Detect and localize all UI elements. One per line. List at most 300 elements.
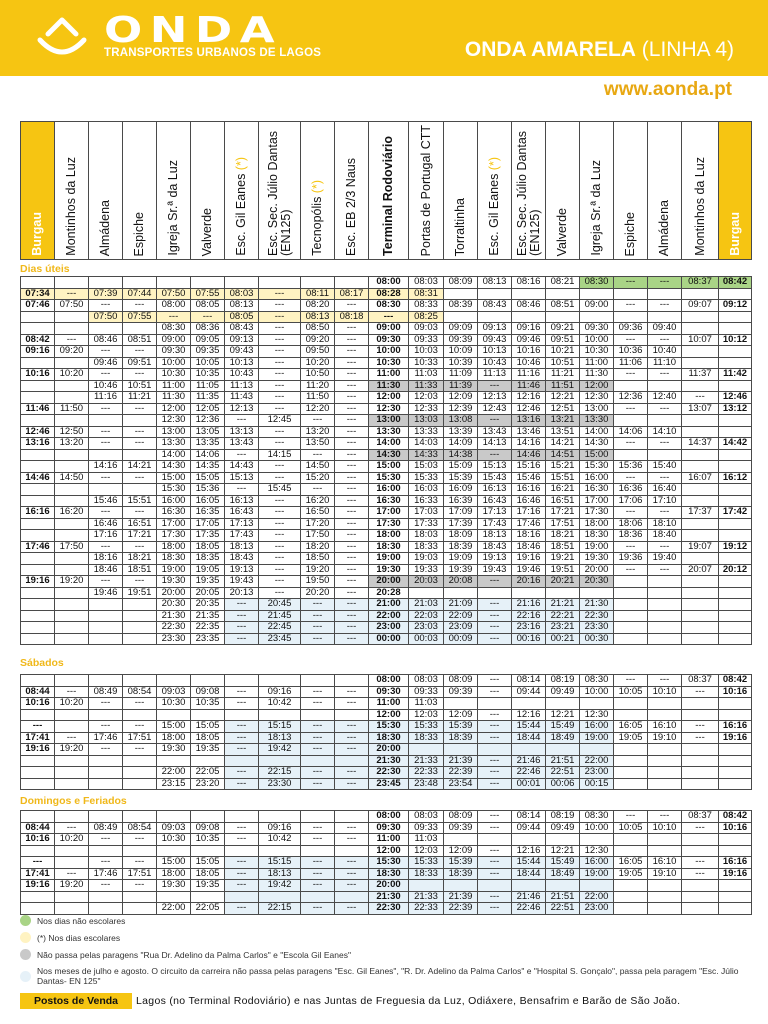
time-cell xyxy=(89,599,123,611)
time-cell: --- xyxy=(225,484,259,496)
time-cell: 19:10 xyxy=(648,868,682,880)
table-row xyxy=(21,288,752,300)
time-cell: 08:00 xyxy=(369,277,409,289)
time-cell: 10:05 xyxy=(614,822,648,834)
school-days-mark: (*) xyxy=(310,180,324,194)
time-cell: 17:30 xyxy=(369,518,409,530)
time-cell: 15:05 xyxy=(191,721,225,733)
time-cell xyxy=(614,845,648,857)
time-cell: 10:16 xyxy=(512,346,546,358)
time-cell xyxy=(478,311,512,323)
time-cell xyxy=(444,880,478,892)
time-cell: 21:46 xyxy=(512,755,546,767)
time-cell xyxy=(55,903,89,915)
time-cell: 19:40 xyxy=(648,553,682,565)
time-cell: --- xyxy=(301,622,335,634)
time-cell: 13:13 xyxy=(225,426,259,438)
time-cell: 18:05 xyxy=(191,868,225,880)
time-cell xyxy=(21,610,55,622)
time-cell: 15:44 xyxy=(512,721,546,733)
time-cell: 13:16 xyxy=(21,438,55,450)
time-cell: --- xyxy=(335,518,369,530)
time-cell: 16:35 xyxy=(191,507,225,519)
time-cell xyxy=(682,495,719,507)
saturday-timetable xyxy=(20,674,752,790)
time-cell: 09:20 xyxy=(55,346,89,358)
time-cell: 10:00 xyxy=(157,357,191,369)
time-cell: --- xyxy=(259,438,301,450)
time-cell: 08:30 xyxy=(157,323,191,335)
time-cell: 18:44 xyxy=(512,732,546,744)
time-cell xyxy=(648,633,682,645)
time-cell: --- xyxy=(259,311,301,323)
time-cell: 09:08 xyxy=(191,822,225,834)
time-cell: --- xyxy=(225,698,259,710)
time-cell xyxy=(157,811,191,823)
time-cell xyxy=(648,610,682,622)
table-row xyxy=(21,903,752,915)
time-cell: 22:30 xyxy=(369,903,409,915)
time-cell: 22:16 xyxy=(512,610,546,622)
time-cell: 19:30 xyxy=(157,744,191,756)
time-cell: 15:33 xyxy=(409,857,444,869)
time-cell: 10:13 xyxy=(478,346,512,358)
time-cell: 18:21 xyxy=(546,530,580,542)
time-cell: 08:43 xyxy=(478,300,512,312)
time-cell: --- xyxy=(225,834,259,846)
time-cell xyxy=(682,357,719,369)
time-cell: 10:10 xyxy=(648,686,682,698)
time-cell: 08:19 xyxy=(546,675,580,687)
table-row xyxy=(21,541,752,553)
time-cell: 17:51 xyxy=(123,732,157,744)
time-cell: --- xyxy=(478,610,512,622)
time-cell xyxy=(89,767,123,779)
legend-swatch-icon xyxy=(20,971,31,982)
time-cell: --- xyxy=(89,346,123,358)
time-cell: 19:20 xyxy=(55,576,89,588)
time-cell xyxy=(719,357,752,369)
time-cell: --- xyxy=(335,744,369,756)
time-cell: 08:42 xyxy=(719,811,752,823)
time-cell: 13:30 xyxy=(369,426,409,438)
time-cell xyxy=(546,834,580,846)
time-cell xyxy=(191,755,225,767)
time-cell xyxy=(719,744,752,756)
time-cell: 18:13 xyxy=(478,530,512,542)
time-cell: 11:39 xyxy=(444,380,478,392)
time-cell: 22:00 xyxy=(157,767,191,779)
time-cell: 14:30 xyxy=(157,461,191,473)
time-cell xyxy=(55,357,89,369)
time-cell: 16:43 xyxy=(225,507,259,519)
time-cell: 12:21 xyxy=(546,709,580,721)
table-row xyxy=(21,369,752,381)
time-cell xyxy=(719,891,752,903)
stop-header xyxy=(512,122,546,260)
time-cell: 08:00 xyxy=(369,675,409,687)
time-cell: 11:13 xyxy=(225,380,259,392)
time-cell: --- xyxy=(89,369,123,381)
time-cell xyxy=(719,380,752,392)
time-cell xyxy=(719,622,752,634)
time-cell: --- xyxy=(225,449,259,461)
time-cell xyxy=(225,709,259,721)
time-cell: 17:21 xyxy=(546,507,580,519)
time-cell xyxy=(478,834,512,846)
time-cell: 10:00 xyxy=(580,334,614,346)
time-cell: --- xyxy=(123,507,157,519)
time-cell: 12:09 xyxy=(444,392,478,404)
time-cell: 09:30 xyxy=(369,686,409,698)
time-cell xyxy=(648,587,682,599)
stops-header xyxy=(20,121,752,260)
time-cell: 08:03 xyxy=(409,675,444,687)
time-cell: 15:43 xyxy=(478,472,512,484)
time-cell: 21:30 xyxy=(580,599,614,611)
table-row xyxy=(21,891,752,903)
stop-label xyxy=(694,157,707,256)
time-cell: 20:12 xyxy=(719,564,752,576)
time-cell: 15:33 xyxy=(409,472,444,484)
time-cell: --- xyxy=(335,530,369,542)
time-cell: --- xyxy=(614,277,648,289)
time-cell xyxy=(191,811,225,823)
time-cell: --- xyxy=(335,484,369,496)
time-cell: --- xyxy=(335,438,369,450)
time-cell: 14:50 xyxy=(301,461,335,473)
time-cell xyxy=(512,311,546,323)
time-cell: 21:33 xyxy=(409,755,444,767)
time-cell xyxy=(614,744,648,756)
time-cell xyxy=(225,277,259,289)
time-cell: 18:30 xyxy=(369,732,409,744)
time-cell: --- xyxy=(335,587,369,599)
time-cell: 13:43 xyxy=(225,438,259,450)
table-row xyxy=(21,403,752,415)
time-cell: 22:30 xyxy=(369,767,409,779)
time-cell: 15:00 xyxy=(157,857,191,869)
time-cell: 12:39 xyxy=(444,403,478,415)
time-cell: 12:45 xyxy=(259,415,301,427)
time-cell: 12:21 xyxy=(546,845,580,857)
time-cell xyxy=(21,599,55,611)
time-cell xyxy=(55,845,89,857)
time-cell: --- xyxy=(614,507,648,519)
time-cell xyxy=(546,698,580,710)
time-cell: 20:30 xyxy=(157,599,191,611)
time-cell: 09:39 xyxy=(444,334,478,346)
time-cell: 16:39 xyxy=(444,495,478,507)
time-cell: 19:13 xyxy=(225,564,259,576)
time-cell xyxy=(21,357,55,369)
legend-swatch-icon xyxy=(20,932,31,943)
time-cell: 15:39 xyxy=(444,857,478,869)
stop-label xyxy=(235,157,248,256)
stop-label xyxy=(65,157,78,256)
time-cell: --- xyxy=(478,675,512,687)
time-cell: --- xyxy=(55,868,89,880)
time-cell xyxy=(719,461,752,473)
time-cell xyxy=(55,755,89,767)
table-row xyxy=(21,721,752,733)
time-cell xyxy=(614,449,648,461)
time-cell: --- xyxy=(301,857,335,869)
time-cell: 14:09 xyxy=(444,438,478,450)
time-cell: 13:39 xyxy=(444,426,478,438)
time-cell xyxy=(21,633,55,645)
time-cell: --- xyxy=(259,530,301,542)
time-cell: 09:43 xyxy=(478,334,512,346)
time-cell: 11:00 xyxy=(369,698,409,710)
time-cell xyxy=(191,675,225,687)
stop-name: Esc. Sec. Júlio Dantas (EN125) xyxy=(265,130,293,256)
stop-header xyxy=(648,122,682,260)
time-cell: 11:00 xyxy=(369,834,409,846)
time-cell: 18:16 xyxy=(89,553,123,565)
stop-name: Esc. Gil Eanes xyxy=(487,170,501,256)
time-cell: --- xyxy=(335,778,369,790)
time-cell xyxy=(719,426,752,438)
time-cell xyxy=(301,891,335,903)
time-cell: 10:20 xyxy=(55,369,89,381)
time-cell: --- xyxy=(301,415,335,427)
time-cell: 08:43 xyxy=(225,323,259,335)
time-cell: 19:20 xyxy=(55,880,89,892)
time-cell xyxy=(259,755,301,767)
time-cell: 14:30 xyxy=(580,438,614,450)
time-cell: 17:21 xyxy=(123,530,157,542)
time-cell: 19:33 xyxy=(409,564,444,576)
time-cell: 18:40 xyxy=(648,530,682,542)
time-cell: 15:45 xyxy=(259,484,301,496)
time-cell: 23:48 xyxy=(409,778,444,790)
time-cell: 17:46 xyxy=(512,518,546,530)
time-cell: 23:35 xyxy=(191,633,225,645)
time-cell xyxy=(301,811,335,823)
time-cell: 12:50 xyxy=(55,426,89,438)
time-cell xyxy=(614,622,648,634)
time-cell xyxy=(478,880,512,892)
time-cell: 15:44 xyxy=(512,857,546,869)
time-cell: 21:39 xyxy=(444,755,478,767)
time-cell xyxy=(21,311,55,323)
time-cell: 18:00 xyxy=(580,518,614,530)
time-cell xyxy=(719,415,752,427)
table-row xyxy=(21,857,752,869)
time-cell: 20:35 xyxy=(191,599,225,611)
time-cell: 10:05 xyxy=(614,686,648,698)
table-row xyxy=(21,495,752,507)
time-cell xyxy=(55,277,89,289)
time-cell: 15:30 xyxy=(580,461,614,473)
sales-text: Lagos (no Terminal Rodoviário) e nas Juntas de Freguesia da Luz, Odiáxere, Bensafrim e Barão de São João. xyxy=(136,995,681,1007)
time-cell: 08:31 xyxy=(409,288,444,300)
time-cell: 14:51 xyxy=(546,449,580,461)
stop-label xyxy=(267,124,293,256)
time-cell: 23:15 xyxy=(157,778,191,790)
time-cell: 10:30 xyxy=(157,698,191,710)
time-cell: --- xyxy=(89,721,123,733)
time-cell xyxy=(648,599,682,611)
time-cell xyxy=(21,755,55,767)
stop-label xyxy=(167,160,180,256)
sales-label: Postos de Venda xyxy=(20,993,132,1009)
time-cell: --- xyxy=(478,857,512,869)
time-cell: --- xyxy=(335,903,369,915)
time-cell xyxy=(719,576,752,588)
time-cell: 15:46 xyxy=(512,472,546,484)
time-cell: --- xyxy=(259,300,301,312)
stop-name: Esc. Sec. Júlio Dantas (EN125) xyxy=(514,130,542,256)
time-cell xyxy=(21,587,55,599)
time-cell: 08:37 xyxy=(682,811,719,823)
time-cell: 17:00 xyxy=(580,495,614,507)
time-cell: 23:30 xyxy=(259,778,301,790)
time-cell: 09:05 xyxy=(191,334,225,346)
time-cell: 18:43 xyxy=(225,553,259,565)
time-cell xyxy=(21,845,55,857)
time-cell: 15:00 xyxy=(369,461,409,473)
stop-name: Almádena xyxy=(98,199,112,256)
time-cell: 14:03 xyxy=(409,438,444,450)
time-cell xyxy=(89,903,123,915)
time-cell: 12:16 xyxy=(512,709,546,721)
time-cell xyxy=(21,778,55,790)
time-cell: 09:16 xyxy=(259,822,301,834)
time-cell: 09:44 xyxy=(512,822,546,834)
time-cell: 08:00 xyxy=(369,811,409,823)
time-cell xyxy=(301,755,335,767)
table-row xyxy=(21,380,752,392)
time-cell: 19:05 xyxy=(191,564,225,576)
website-link[interactable]: www.aonda.pt xyxy=(603,79,732,100)
time-cell: 22:00 xyxy=(580,755,614,767)
time-cell: 12:46 xyxy=(512,403,546,415)
time-cell: 15:46 xyxy=(89,495,123,507)
time-cell: --- xyxy=(89,426,123,438)
time-cell: 21:21 xyxy=(546,599,580,611)
time-cell: 07:55 xyxy=(123,311,157,323)
time-cell xyxy=(648,755,682,767)
section-weekdays: Dias úteis xyxy=(20,263,70,275)
time-cell: 22:00 xyxy=(580,891,614,903)
time-cell: --- xyxy=(259,587,301,599)
time-cell: --- xyxy=(335,507,369,519)
time-cell: 08:50 xyxy=(301,323,335,335)
time-cell: 11:30 xyxy=(369,380,409,392)
stop-header xyxy=(89,122,123,260)
time-cell: 17:42 xyxy=(719,507,752,519)
time-cell xyxy=(55,311,89,323)
time-cell: --- xyxy=(335,686,369,698)
time-cell: 10:51 xyxy=(546,357,580,369)
time-cell: --- xyxy=(335,576,369,588)
time-cell: --- xyxy=(648,403,682,415)
time-cell xyxy=(614,767,648,779)
time-cell: 12:13 xyxy=(225,403,259,415)
time-cell: 19:16 xyxy=(21,880,55,892)
time-cell xyxy=(580,288,614,300)
time-cell xyxy=(546,288,580,300)
time-cell: 08:13 xyxy=(225,300,259,312)
time-cell: 11:03 xyxy=(409,698,444,710)
time-cell: 13:20 xyxy=(301,426,335,438)
time-cell: 23:09 xyxy=(444,622,478,634)
time-cell: 19:00 xyxy=(369,553,409,565)
time-cell: 19:20 xyxy=(55,744,89,756)
time-cell: 17:46 xyxy=(89,732,123,744)
time-cell: 19:07 xyxy=(682,541,719,553)
time-cell: --- xyxy=(301,610,335,622)
time-cell: 19:03 xyxy=(409,553,444,565)
time-cell: 08:42 xyxy=(719,675,752,687)
time-cell: --- xyxy=(682,868,719,880)
time-cell xyxy=(21,415,55,427)
time-cell: 18:33 xyxy=(409,541,444,553)
time-cell: 19:21 xyxy=(546,553,580,565)
time-cell xyxy=(719,633,752,645)
time-cell: 09:30 xyxy=(580,323,614,335)
time-cell: 18:13 xyxy=(259,868,301,880)
time-cell: 17:10 xyxy=(648,495,682,507)
time-cell: 16:05 xyxy=(614,857,648,869)
time-cell: --- xyxy=(259,495,301,507)
time-cell: 12:43 xyxy=(478,403,512,415)
time-cell: 15:05 xyxy=(191,857,225,869)
time-cell: 11:00 xyxy=(369,369,409,381)
time-cell: 16:36 xyxy=(614,484,648,496)
legend-item xyxy=(20,966,748,986)
time-cell xyxy=(21,811,55,823)
time-cell xyxy=(335,277,369,289)
time-cell xyxy=(478,698,512,710)
time-cell: --- xyxy=(478,868,512,880)
time-cell xyxy=(409,880,444,892)
time-cell: --- xyxy=(614,675,648,687)
time-cell: --- xyxy=(478,380,512,392)
time-cell: --- xyxy=(614,403,648,415)
time-cell: 08:17 xyxy=(335,288,369,300)
time-cell xyxy=(21,277,55,289)
time-cell xyxy=(648,891,682,903)
time-cell: 08:42 xyxy=(21,334,55,346)
stop-label xyxy=(516,124,542,256)
table-row xyxy=(21,778,752,790)
time-cell: 14:30 xyxy=(369,449,409,461)
time-cell xyxy=(682,518,719,530)
time-cell: 16:20 xyxy=(301,495,335,507)
time-cell xyxy=(682,633,719,645)
time-cell: 10:35 xyxy=(191,834,225,846)
time-cell: 10:12 xyxy=(719,334,752,346)
time-cell: 17:50 xyxy=(55,541,89,553)
time-cell: 21:46 xyxy=(512,891,546,903)
time-cell: 10:16 xyxy=(21,834,55,846)
stop-name: Esc. EB 2/3 Naus xyxy=(344,158,358,256)
time-cell: --- xyxy=(648,564,682,576)
time-cell: 10:46 xyxy=(89,380,123,392)
time-cell: --- xyxy=(123,857,157,869)
time-cell: 08:09 xyxy=(444,277,478,289)
time-cell xyxy=(55,323,89,335)
time-cell: 10:16 xyxy=(21,369,55,381)
time-cell xyxy=(614,891,648,903)
time-cell: 16:46 xyxy=(89,518,123,530)
time-cell: 07:44 xyxy=(123,288,157,300)
time-cell: 22:45 xyxy=(259,622,301,634)
time-cell: 16:09 xyxy=(444,484,478,496)
